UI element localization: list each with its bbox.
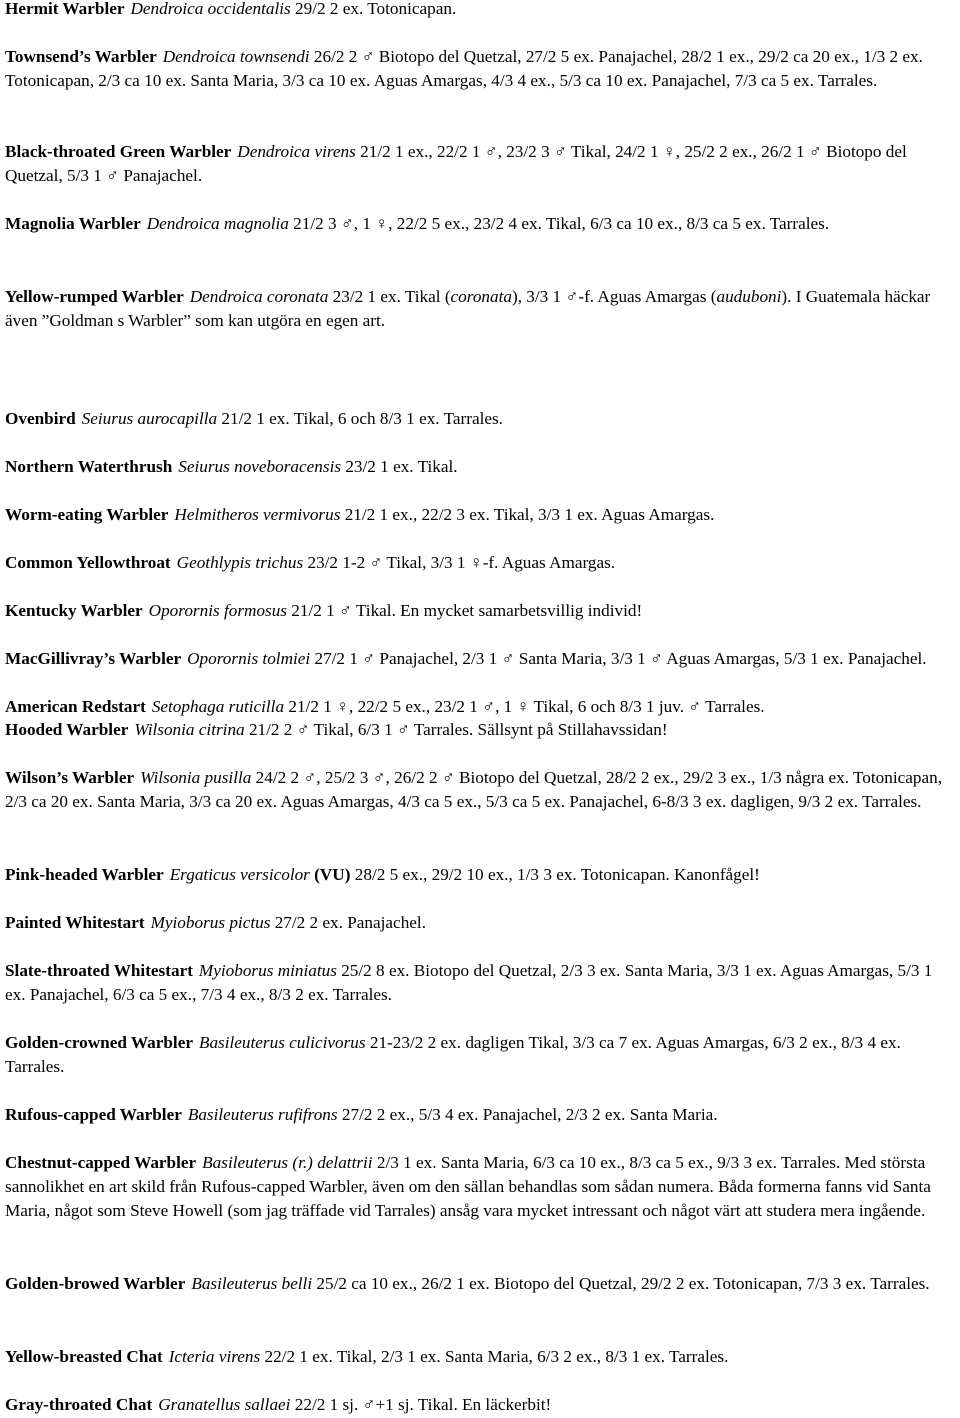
scientific-name: Myioborus pictus: [150, 913, 271, 932]
scientific-name: Basileuterus belli: [191, 1274, 313, 1293]
scientific-name: Seiurus aurocapilla: [81, 409, 218, 428]
species-common-name: Ovenbird: [5, 409, 76, 428]
species-common-name: American Redstart: [5, 697, 146, 716]
observation-notes: 29/2 2 ex. Totonicapan.: [290, 0, 457, 18]
species-entry: [5, 766, 957, 814]
species-entry: [5, 1151, 957, 1223]
species-entry: [5, 551, 957, 575]
species-entry: [5, 599, 957, 623]
observation-notes: 27/2 1 ♂ Panajachel, 2/3 1 ♂ Santa Maria, 3/3 1 ♂ Aguas Amargas, 5/3 1 ex. Panajachel.: [310, 649, 927, 668]
scientific-name: Basileuterus (r.) delattrii: [202, 1153, 373, 1172]
species-common-name: Black-throated Green Warbler: [5, 142, 232, 161]
species-common-name: Golden-crowned Warbler: [5, 1033, 193, 1052]
species-entry: [5, 1345, 957, 1369]
conservation-status: (VU): [314, 865, 351, 884]
species-common-name: Townsend’s Warbler: [5, 47, 157, 66]
observation-notes: 25/2 ca 10 ex., 26/2 1 ex. Biotopo del Quetzal, 29/2 2 ex. Totonicapan, 7/3 3 ex. Tarrales.: [312, 1274, 930, 1293]
scientific-name: Wilsonia pusilla: [140, 768, 252, 787]
species-entry: [5, 863, 957, 887]
observation-notes: 21/2 2 ♂ Tikal, 6/3 1 ♂ Tarrales. Sällsynt på Stillahavssidan!: [244, 720, 668, 739]
scientific-name: Dendroica magnolia: [146, 214, 289, 233]
scientific-name: Dendroica virens: [237, 142, 356, 161]
scientific-name: Basileuterus culicivorus: [198, 1033, 366, 1052]
species-entry: [5, 1031, 957, 1079]
species-entry: [5, 0, 957, 21]
species-common-name: Rufous-capped Warbler: [5, 1105, 182, 1124]
observation-notes: 21/2 1 ex. Tikal, 6 och 8/3 1 ex. Tarrales.: [217, 409, 503, 428]
observation-notes: 25/2 8 ex. Biotopo del Quetzal, 2/3 3 ex. Santa Maria, 3/3 1 ex. Aguas Amargas, 5/3 1 ex. Panajachel, 6/3 ca 5 ex., 7/3 4 ex., 8/3 2 ex. Tarrales.: [5, 961, 933, 1004]
scientific-name: Dendroica coronata: [189, 287, 329, 306]
scientific-name: Ergaticus versicolor: [169, 865, 310, 884]
species-common-name: Gray-throated Chat: [5, 1395, 153, 1414]
scientific-name: Icteria virens: [168, 1347, 261, 1366]
species-entry: [5, 1393, 957, 1417]
observation-notes: 23/2 1 ex. Tikal.: [341, 457, 458, 476]
species-common-name: Yellow-rumped Warbler: [5, 287, 184, 306]
scientific-name: Oporornis tolmiei: [187, 649, 311, 668]
observation-notes: 23/2 1-2 ♂ Tikal, 3/3 1 ♀-f. Aguas Amargas.: [303, 553, 616, 572]
scientific-name: auduboni: [716, 287, 782, 306]
observation-notes: 22/2 1 sj. ♂+1 sj. Tikal. En läckerbit!: [290, 1395, 552, 1414]
observation-notes: 21/2 3 ♂, 1 ♀, 22/2 5 ex., 23/2 4 ex. Tikal, 6/3 ca 10 ex., 8/3 ca 5 ex. Tarrales.: [288, 214, 830, 233]
species-entry: [5, 1272, 957, 1296]
species-common-name: Yellow-breasted Chat: [5, 1347, 163, 1366]
observation-notes: ). I Guatemala häckar även ”Goldman s Warbler” som kan utgöra en egen art.: [5, 287, 931, 330]
species-common-name: Wilson’s Warbler: [5, 768, 135, 787]
species-entry: [5, 695, 957, 719]
observation-notes: 28/2 5 ex., 29/2 10 ex., 1/3 3 ex. Totonicapan. Kanonfågel!: [350, 865, 760, 884]
scientific-name: Basileuterus rufifrons: [187, 1105, 338, 1124]
observation-notes: 21/2 1 ex., 22/2 1 ♂, 23/2 3 ♂ Tikal, 24/2 1 ♀, 25/2 2 ex., 26/2 1 ♂ Biotopo del Quetzal, 5/3 1 ♂ Panajachel.: [5, 142, 907, 185]
species-common-name: Slate-throated Whitestart: [5, 961, 193, 980]
scientific-name: Oporornis formosus: [148, 601, 287, 620]
species-entry: [5, 1103, 957, 1127]
species-entry: [5, 407, 957, 431]
species-entry: [5, 212, 957, 236]
scientific-name: Dendroica townsendi: [162, 47, 310, 66]
scientific-name: Seiurus noveboracensis: [178, 457, 342, 476]
species-entry: [5, 718, 957, 742]
scientific-name: Helmitheros vermivorus: [174, 505, 341, 524]
observation-notes: 27/2 2 ex. Panajachel.: [270, 913, 426, 932]
species-entry: [5, 285, 957, 333]
observation-notes: 2/3 1 ex. Santa Maria, 6/3 ca 10 ex., 8/3 ca 5 ex., 9/3 3 ex. Tarrales. Med största sannolikhet en art skild från Rufous-capped Warbler, även om den sällan behandlas som sådan numera. Båda formerna fanns vid Santa Maria, något som Steve Howell (som jag träffade vid Tarrales) ansåg vara mycket intressant och något värt att studera mera ingående.: [5, 1153, 931, 1220]
observation-notes: 26/2 2 ♂ Biotopo del Quetzal, 27/2 5 ex. Panajachel, 28/2 1 ex., 29/2 ca 20 ex., 1/3 2 ex. Totonicapan, 2/3 ca 10 ex. Santa Maria, 3/3 ca 10 ex. Aguas Amargas, 4/3 4 ex., 5/3 ca 10 ex. Panajachel, 7/3 ca 5 ex. Tarrales.: [5, 47, 923, 90]
observation-notes: 21/2 1 ♂ Tikal. En mycket samarbetsvillig individ!: [287, 601, 643, 620]
species-entry: [5, 455, 957, 479]
species-common-name: Painted Whitestart: [5, 913, 145, 932]
species-common-name: Pink-headed Warbler: [5, 865, 164, 884]
species-entry: [5, 647, 957, 671]
observation-notes: 27/2 2 ex., 5/3 4 ex. Panajachel, 2/3 2 ex. Santa Maria.: [337, 1105, 718, 1124]
observation-notes: 22/2 1 ex. Tikal, 2/3 1 ex. Santa Maria, 6/3 2 ex., 8/3 1 ex. Tarrales.: [260, 1347, 729, 1366]
species-common-name: Northern Waterthrush: [5, 457, 173, 476]
species-common-name: Hermit Warbler: [5, 0, 125, 18]
scientific-name: Myioborus miniatus: [198, 961, 337, 980]
observation-notes: 21/2 1 ♀, 22/2 5 ex., 23/2 1 ♂, 1 ♀ Tikal, 6 och 8/3 1 juv. ♂ Tarrales.: [284, 697, 765, 716]
observation-notes: 24/2 2 ♂, 25/2 3 ♂, 26/2 2 ♂ Biotopo del Quetzal, 28/2 2 ex., 29/2 3 ex., 1/3 några ex. Totonicapan, 2/3 ca 20 ex. Santa Maria, 3/3 ca 20 ex. Aguas Amargas, 4/3 ca 5 ex., 5/3 ca 5 ex. Panajachel, 6-8/3 3 ex. dagligen, 9/3 2 ex. Tarrales.: [5, 768, 943, 811]
scientific-name: coronata: [450, 287, 512, 306]
species-common-name: Common Yellowthroat: [5, 553, 171, 572]
species-entry: [5, 140, 957, 188]
observation-notes: 21/2 1 ex., 22/2 3 ex. Tikal, 3/3 1 ex. Aguas Amargas.: [340, 505, 715, 524]
species-entry: [5, 911, 957, 935]
scientific-name: Geothlypis trichus: [176, 553, 304, 572]
species-common-name: Worm-eating Warbler: [5, 505, 169, 524]
species-entry: [5, 503, 957, 527]
observation-notes: ), 3/3 1 ♂-f. Aguas Amargas (: [511, 287, 717, 306]
species-entry: [5, 45, 957, 93]
species-common-name: Magnolia Warbler: [5, 214, 141, 233]
species-common-name: Hooded Warbler: [5, 720, 129, 739]
observation-notes: 23/2 1 ex. Tikal (: [328, 287, 451, 306]
scientific-name: Setophaga ruticilla: [151, 697, 285, 716]
scientific-name: Wilsonia citrina: [134, 720, 245, 739]
observation-notes: 21-23/2 2 ex. dagligen Tikal, 3/3 ca 7 ex. Aguas Amargas, 6/3 2 ex., 8/3 4 ex. Tarrales.: [5, 1033, 901, 1076]
species-common-name: MacGillivray’s Warbler: [5, 649, 182, 668]
species-common-name: Kentucky Warbler: [5, 601, 143, 620]
scientific-name: Dendroica occidentalis: [130, 0, 291, 18]
scientific-name: Granatellus sallaei: [158, 1395, 291, 1414]
species-entry: [5, 959, 957, 1007]
species-common-name: Chestnut-capped Warbler: [5, 1153, 197, 1172]
species-common-name: Golden-browed Warbler: [5, 1274, 186, 1293]
